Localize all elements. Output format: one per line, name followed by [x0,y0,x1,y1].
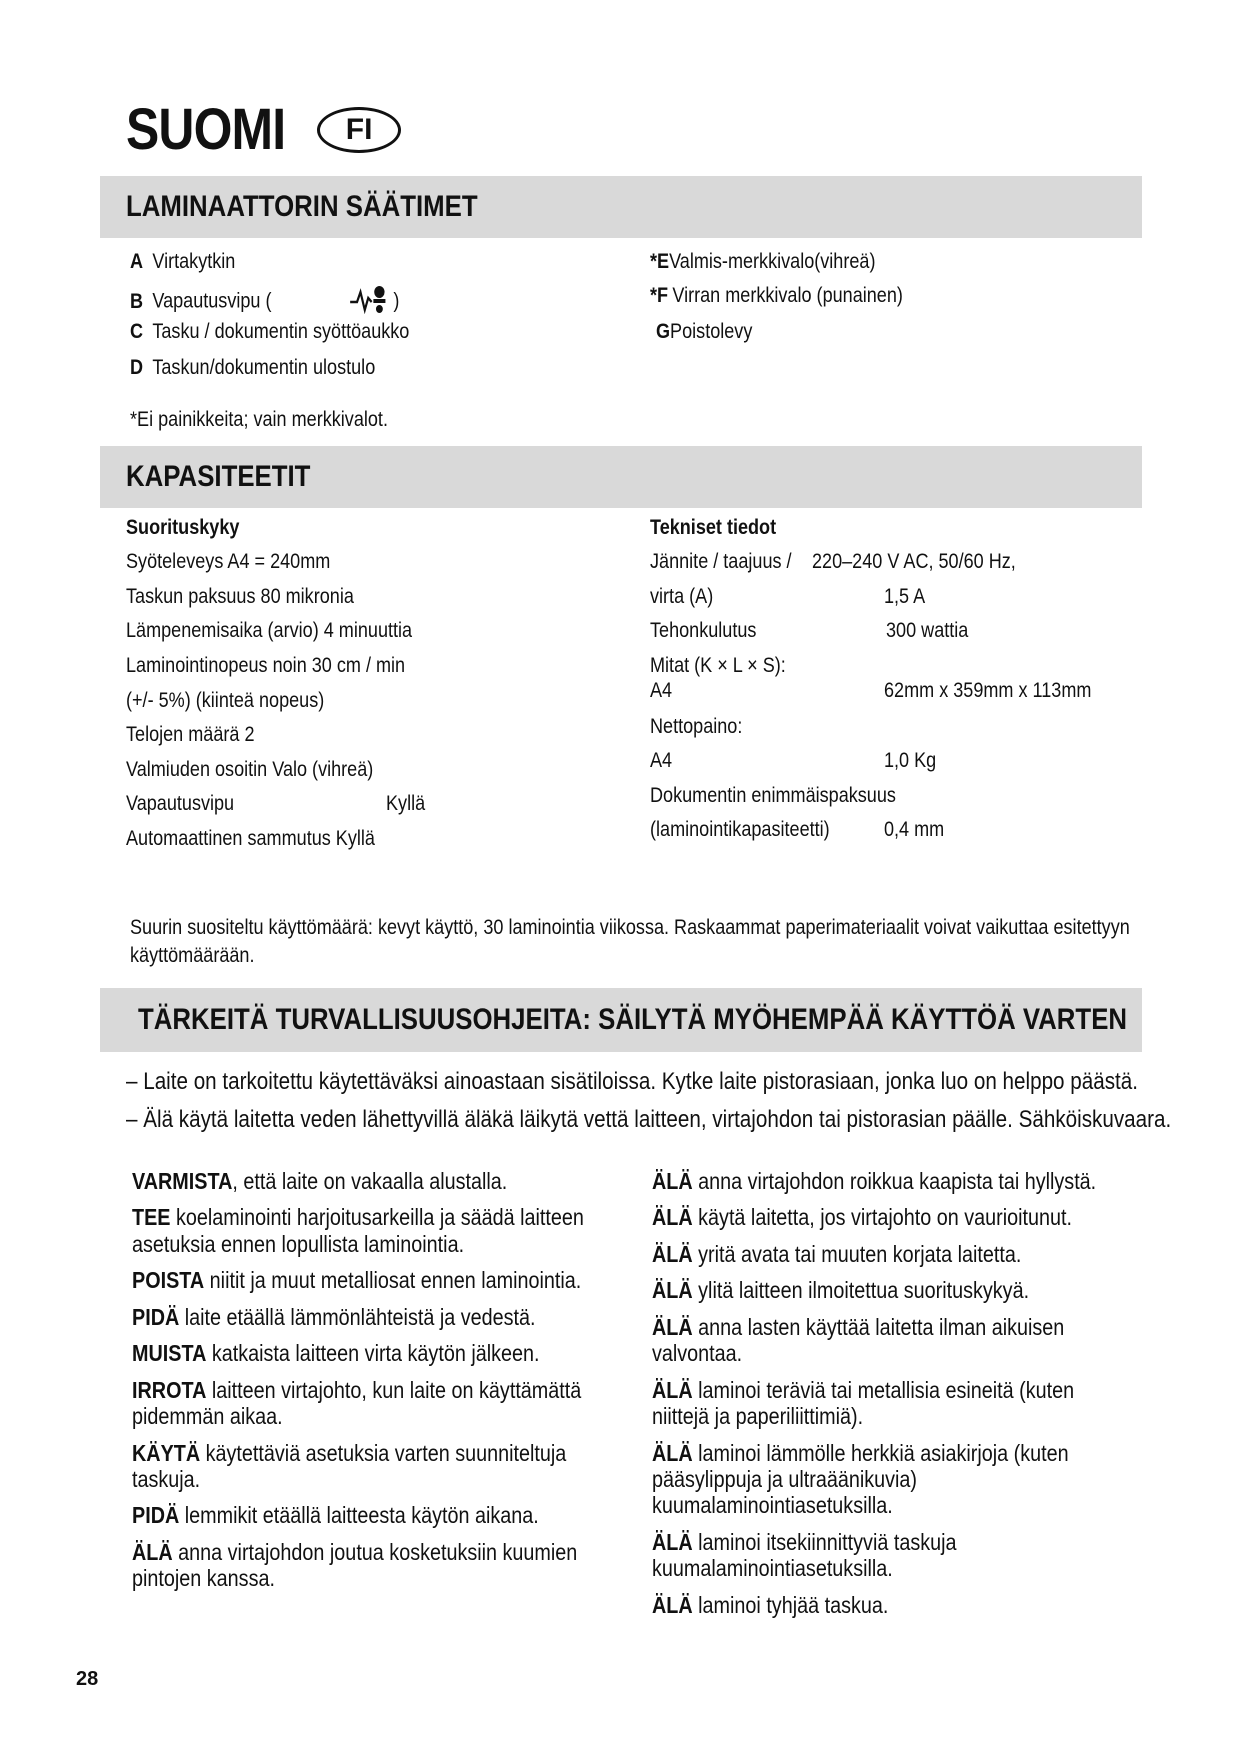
performance-row: Laminointinopeus noin 30 cm / min [126,654,406,677]
performance-row: Taskun paksuus 80 mikronia [126,585,354,608]
safety-intro-line: – Laite on tarkoitettu käytettäväksi ainoastaan sisätiloissa. Kytke laite pistorasiaan, jonka luo on helppo päästä. [126,1068,1138,1095]
safety-instruction: TEE koelaminointi harjoitusarkeilla ja säädä laitteen asetuksia ennen lopullista laminointia. [132,1204,584,1257]
weight-value: 1,0 Kg [884,749,937,772]
safety-instruction: ÄLÄ anna virtajohdon roikkua kaapista tai hyllystä. [652,1168,1097,1194]
control-item-e: *EValmis-merkkivalo(vihreä) [650,250,876,273]
voltage-label: Jännite / taajuus / [650,550,792,573]
power-label: Tehonkulutus [650,619,757,642]
control-item-f: *F Virran merkkivalo (punainen) [650,284,903,307]
usage-note-line: käyttömäärään. [130,944,255,967]
language-header [126,96,401,163]
safety-instruction: VARMISTA, että laite on vakaalla alustalla. [132,1168,508,1194]
safety-instruction: PIDÄ laite etäällä lämmönlähteistä ja vedestä. [132,1303,536,1330]
safety-section-band [100,988,1142,1052]
release-lever-value: Kyllä [386,792,426,815]
control-item-g: GPoistolevy [656,320,753,343]
safety-instruction: ÄLÄ laminoi lämmölle herkkiä asiakirjoja (kuten pääsylippuja ja ultraäänikuvia) kuumalaminointiasetuksilla. [652,1439,1069,1519]
performance-row: Syöteleveys A4 = 240mm [126,550,331,573]
control-item-c: C Tasku / dokumentin syöttöaukko [130,320,410,343]
safety-left-column [132,1168,596,1602]
performance-heading: Suorituskyky [126,516,240,539]
controls-title: LAMINAATTORIN SÄÄTIMET [126,190,478,223]
control-item-d: D Taskun/dokumentin ulostulo [130,356,376,379]
controls-footnote: *Ei painikkeita; vain merkkivalot. [130,408,388,431]
tech-heading: Tekniset tiedot [650,516,777,539]
language-badge: FI [317,107,401,153]
safety-instruction: PIDÄ lemmikit etäällä laitteesta käytön aikana. [132,1502,539,1529]
power-value: 300 wattia [886,619,969,642]
safety-instruction: ÄLÄ käytä laitetta, jos virtajohto on vaurioitunut. [652,1204,1072,1231]
safety-intro-line: – Älä käytä laitetta veden lähettyvillä äläkä läikytä vettä laitteen, virtajohdon tai pistorasian päälle. Sähköiskuvaara. [126,1106,1172,1133]
safety-instruction: ÄLÄ laminoi itsekiinnittyviä taskuja kuumalaminointiasetuksilla. [652,1528,957,1582]
safety-instruction: ÄLÄ anna lasten käyttää laitetta ilman aikuisen valvontaa. [652,1313,1065,1367]
safety-instruction: ÄLÄ ylitä laitteen ilmoitettua suorituskykyä. [652,1277,1030,1304]
current-label: virta (A) [650,585,714,608]
safety-instruction: ÄLÄ yritä avata tai muuten korjata laitetta. [652,1240,1022,1267]
release-lever-label: Vapautusvipu [126,792,235,815]
max-doc-sublabel: (laminointikapasiteetti) [650,818,830,841]
safety-right-column [652,1168,1116,1628]
safety-instruction: KÄYTÄ käytettäviä asetuksia varten suunniteltuja taskuja. [132,1439,567,1492]
performance-row: Lämpenemisaika (arvio) 4 minuuttia [126,619,413,642]
safety-instruction: ÄLÄ laminoi teräviä tai metallisia esineitä (kuten niittejä ja paperiliittimiä). [652,1376,1075,1430]
safety-title: TÄRKEITÄ TURVALLISUUSOHJEITA: SÄILYTÄ MYÖHEMPÄÄ KÄYTTÖÄ VARTEN [138,1003,1128,1036]
control-item-b: B Vapautusvipu ( ) [130,284,399,320]
performance-row: (+/- 5%) (kiinteä nopeus) [126,689,325,712]
weight-label: Nettopaino: [650,715,743,738]
auto-off-row: Automaattinen sammutus Kyllä [126,827,375,850]
voltage-value: 220–240 V AC, 50/60 Hz, [812,550,1016,573]
dimensions-value: 62mm x 359mm x 113mm [884,679,1092,702]
safety-instruction: MUISTA katkaista laitteen virta käytön jälkeen. [132,1340,540,1367]
performance-row: Valmiuden osoitin Valo (vihreä) [126,758,374,781]
performance-row: Telojen määrä 2 [126,723,255,746]
max-doc-label: Dokumentin enimmäispaksuus [650,784,896,807]
dimensions-label: Mitat (K × L × S): [650,654,786,677]
language-title: SUOMI [126,97,286,162]
safety-instruction: IRROTA laitteen virtajohto, kun laite on käyttämättä pidemmän aikaa. [132,1376,582,1430]
safety-instruction: ÄLÄ anna virtajohdon joutua kosketuksiin kuumien pintojen kanssa. [132,1538,578,1592]
capacities-section-band [100,446,1142,508]
max-doc-value: 0,4 mm [884,818,945,841]
weight-size: A4 [650,749,673,772]
release-lever-icon [277,284,389,320]
page-number: 28 [76,1668,99,1690]
safety-instruction: POISTA niitit ja muut metalliosat ennen laminointia. [132,1267,582,1294]
controls-section-band [100,176,1142,238]
safety-instruction: ÄLÄ laminoi tyhjää taskua. [652,1591,889,1618]
current-value: 1,5 A [884,585,926,608]
capacities-title: KAPASITEETIT [126,460,311,493]
dimensions-size: A4 [650,679,673,702]
control-item-a: A Virtakytkin [130,250,236,273]
usage-note-line: Suurin suositeltu käyttömäärä: kevyt käyttö, 30 laminointia viikossa. Raskaammat paperimateriaalit voivat vaikuttaa esitettyyn [130,916,1130,939]
